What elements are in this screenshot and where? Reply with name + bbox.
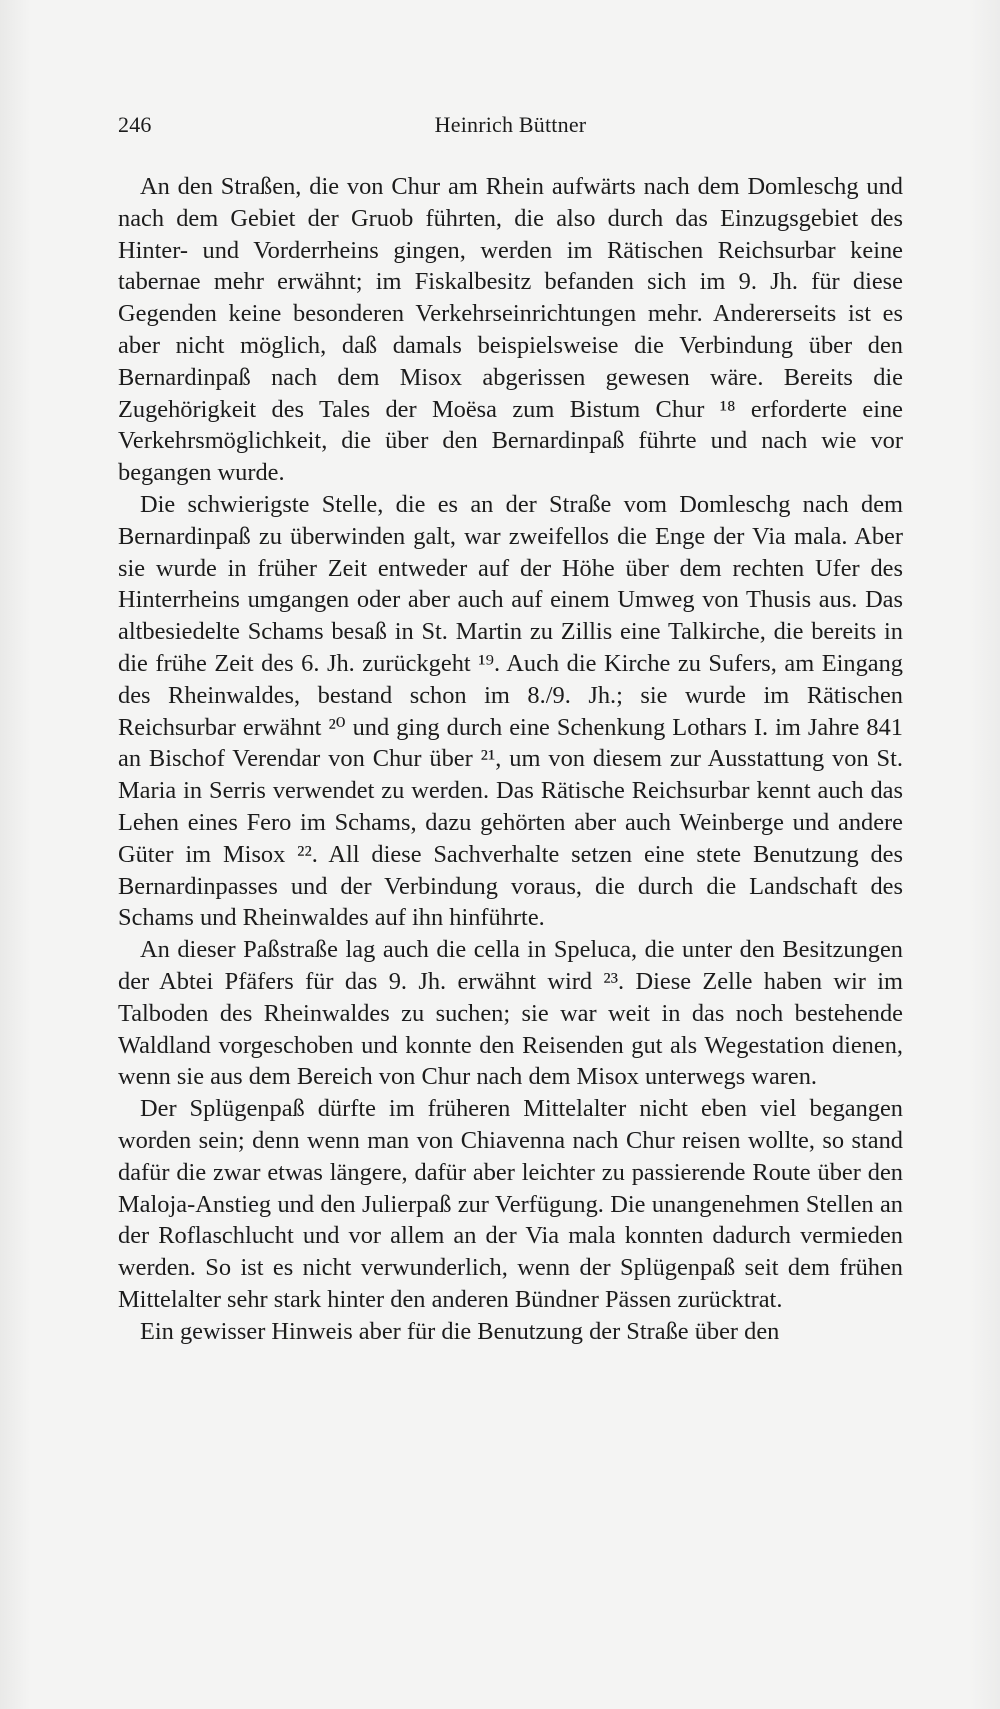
paragraph: An dieser Paßstraße lag auch die cella in Speluca, die unter den Besitzungen der Abtei Pfäfers für das 9. Jh. erwähnt wird ²³. Diese Zelle haben wir im Talboden des Rheinwaldes zu suchen; sie war weit in das noch bestehende Waldland vorgeschoben und konnte den Reisenden gut als Wegestation dienen, wenn sie aus dem Bereich von Chur nach dem Misox unterwegs waren.	[118, 936, 903, 1091]
paragraph: Die schwierigste Stelle, die es an der Straße vom Domleschg nach dem Bernardinpaß zu überwinden galt, war zweifellos die Enge der Via mala. Aber sie wurde in früher Zeit entweder auf der Höhe über dem rechten Ufer des Hinterrheins umgangen oder aber auch auf einem Umweg von Thusis aus. Das altbesiedelte Schams besaß in St. Martin zu Zillis eine Talkirche, die bereits in die frühe Zeit des 6. Jh. zurückgeht ¹⁹. Auch die Kirche zu Sufers, am Eingang des Rheinwaldes, bestand schon im 8./9. Jh.; sie wurde im Rätischen Reichsurbar erwähnt ²⁰ und ging durch eine Schenkung Lothars I. im Jahre 841 an Bischof Verendar von Chur über ²¹, um von diesem zur Ausstattung von St. Maria in Serris verwendet zu werden. Das Rätische Reichsurbar kennt auch das Lehen eines Fero im Schams, dazu gehörten aber auch Weinberge und andere Güter im Misox ²². All diese Sachverhalte setzen eine stete Benutzung des Bernardinpasses und der Verbindung voraus, die durch die Landschaft des Schams und Rheinwaldes auf ihn hinführte.	[118, 490, 903, 932]
paragraph: Ein gewisser Hinweis aber für die Benutzung der Straße über den	[140, 1317, 780, 1345]
paragraph: An den Straßen, die von Chur am Rhein aufwärts nach dem Domleschg und nach dem Gebiet der Gruob führten, die also durch das Einzugsgebiet des Hinter- und Vorderrheins gingen, werden im Rätischen Reichsurbar keine tabernae mehr erwähnt; im Fiskalbesitz befanden sich im 9. Jh. für diese Gegenden keine besonderen Verkehrseinrichtungen mehr. Andererseits ist es aber nicht möglich, daß damals beispielsweise die Verbindung über den Bernardinpaß nach dem Misox abgerissen gewesen wäre. Bereits die Zugehörigkeit des Tales der Moësa zum Bistum Chur ¹⁸ erforderte eine Verkehrsmöglichkeit, die über den Bernardinpaß führte und nach wie vor begangen wurde.	[118, 173, 903, 487]
body-text	[118, 171, 903, 1347]
page-number: 246	[118, 112, 152, 137]
page-header	[118, 112, 903, 144]
paragraph: Der Splügenpaß dürfte im früheren Mittelalter nicht eben viel begangen worden sein; denn wenn man von Chiavenna nach Chur reisen wollte, so stand dafür die zwar etwas längere, dafür aber leichter zu passierende Route über den Maloja-Anstieg und den Julierpaß zur Verfügung. Die unangenehmen Stellen an der Roflaschlucht und vor allem an der Via mala konnten dadurch vermieden werden. So ist es nicht verwunderlich, wenn der Splügenpaß seit dem frühen Mittelalter sehr stark hinter den anderen Bündner Pässen zurücktrat.	[118, 1095, 903, 1313]
running-head: Heinrich Büttner	[434, 112, 587, 137]
